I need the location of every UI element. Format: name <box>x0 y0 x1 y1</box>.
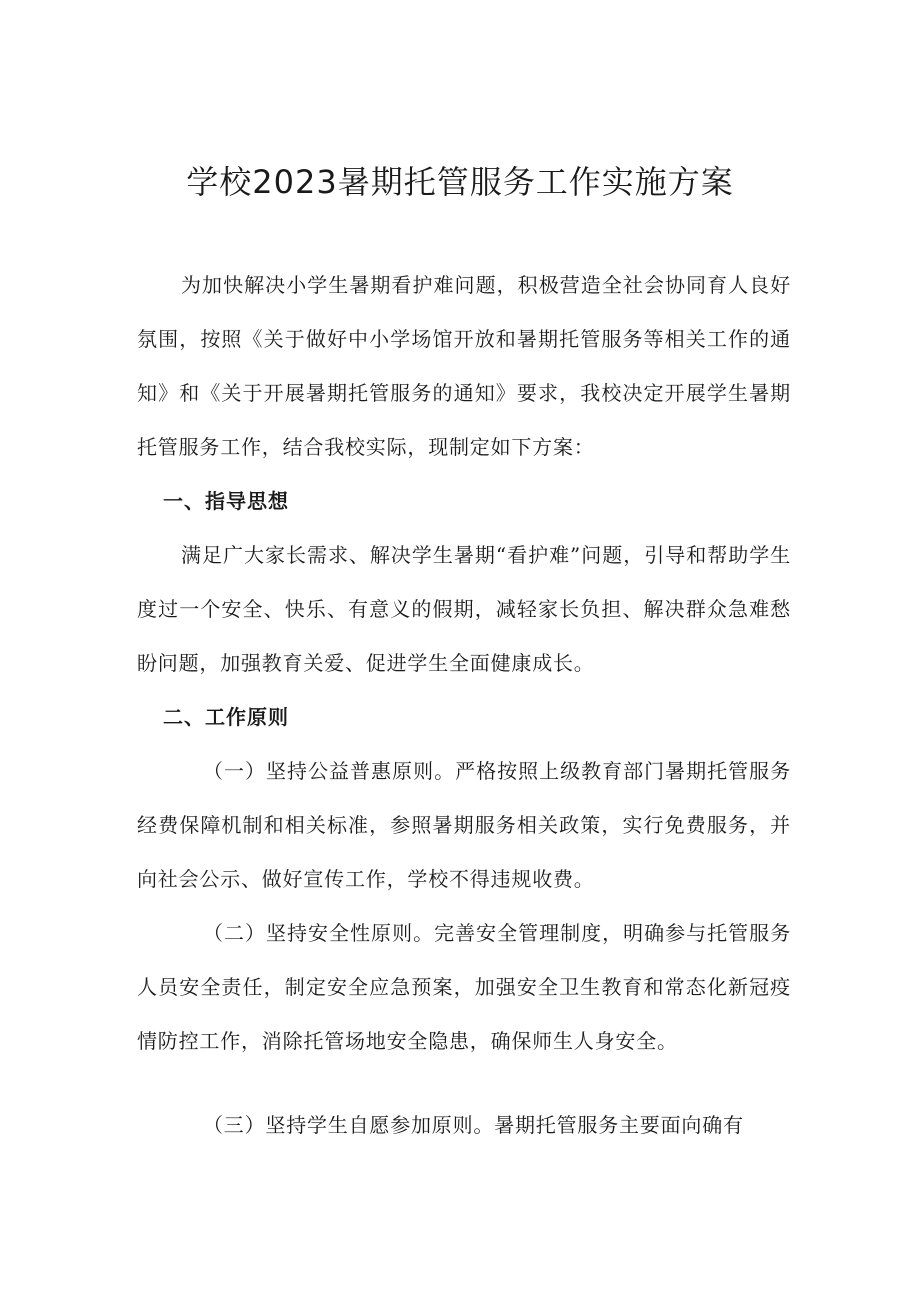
intro-paragraph: 为加快解决小学生暑期看护难问题，积极营造全社会协同育人良好氛围，按照《关于做好中小学场馆开放和暑期托管服务等相关工作的通知》和《关于开展暑期托管服务的通知》要求，我校决定开展学生暑期托管服务工作，结合我校实际，现制定如下方案： <box>137 273 791 459</box>
section-heading-work-principles: 二、工作原则 <box>163 705 289 729</box>
document-title: 学校2023暑期托管服务工作实施方案 <box>186 163 734 201</box>
section-heading-guiding-ideology: 一、指导思想 <box>163 489 289 513</box>
principle-item-3: （三）坚持学生自愿参加原则。暑期托管服务主要面向确有 <box>203 1113 744 1137</box>
principle-item-1: （一）坚持公益普惠原则。严格按照上级教育部门暑期托管服务经费保障机制和相关标准，参照暑期服务相关政策，实行免费服务，并向社会公示、做好宣传工作，学校不得违规收费。 <box>137 759 791 891</box>
principle-item-2: （二）坚持安全性原则。完善安全管理制度，明确参与托管服务人员安全责任，制定安全应急预案，加强安全卫生教育和常态化新冠疫情防控工作，消除托管场地安全隐患，确保师生人身安全。 <box>137 921 791 1053</box>
document-body <box>137 258 791 1152</box>
paragraph-gap <box>137 1068 791 1098</box>
guiding-ideology-paragraph: 满足广大家长需求、解决学生暑期“看护难”问题，引导和帮助学生度过一个安全、快乐、有意义的假期，减轻家长负担、解决群众急难愁盼问题，加强教育关爱、促进学生全面健康成长。 <box>137 543 791 675</box>
